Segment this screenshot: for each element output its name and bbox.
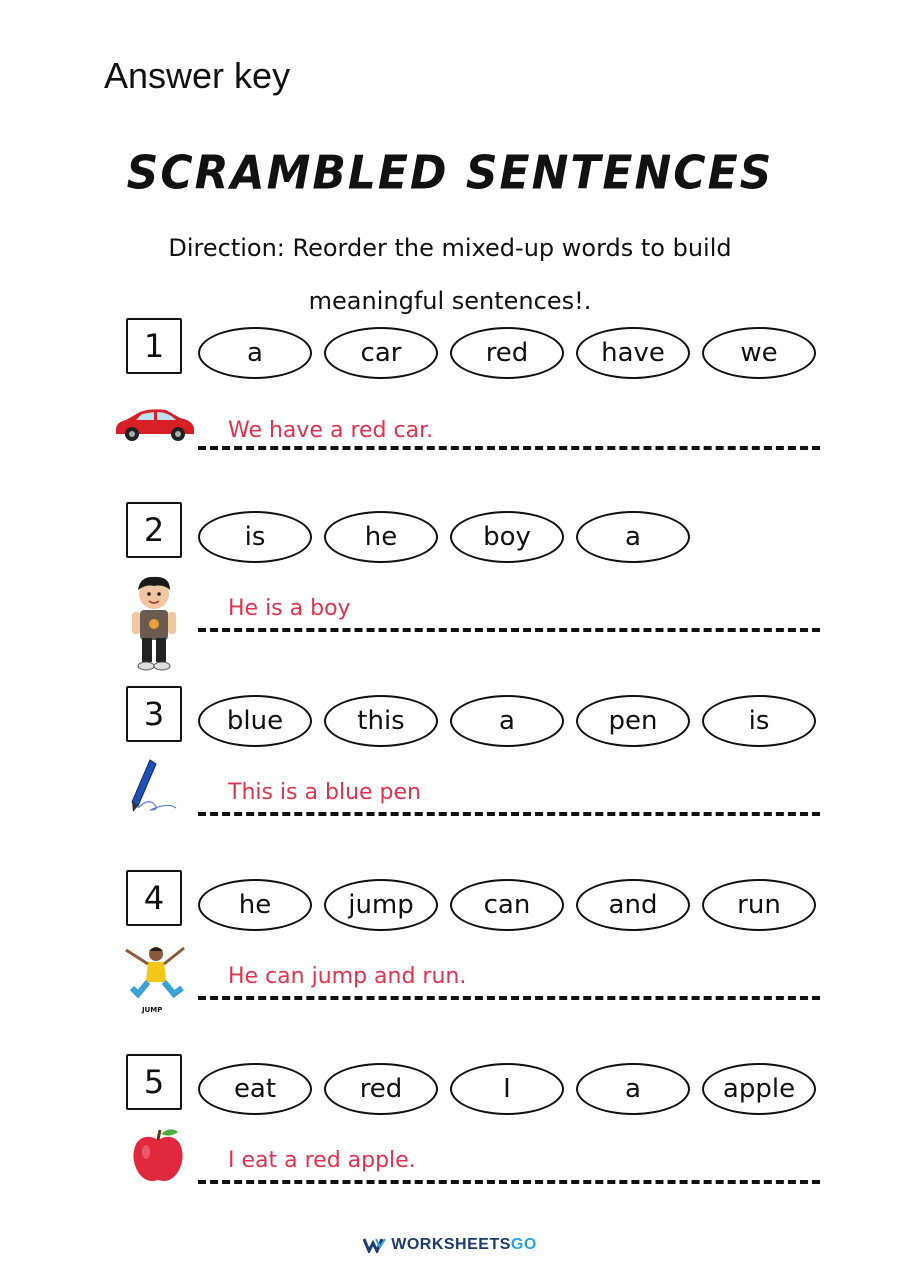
- picture-caption: JUMP: [142, 1006, 163, 1014]
- answer-text: I eat a red apple.: [228, 1148, 416, 1173]
- answer-text: We have a red car.: [228, 418, 434, 443]
- blue-pen-icon: [128, 758, 184, 816]
- answer-text: He is a boy: [228, 596, 351, 621]
- exercise-item-5: [0, 1054, 900, 1214]
- word-oval: a: [450, 695, 564, 747]
- red-car-icon: [110, 404, 198, 444]
- exercise-item-2: [0, 502, 900, 662]
- footer-brand: [0, 1236, 900, 1254]
- word-oval: jump: [324, 879, 438, 931]
- answer-line: [198, 628, 820, 632]
- item-number: 3: [126, 686, 182, 742]
- brand-accent-text: GO: [510, 1236, 537, 1253]
- word-oval: we: [702, 327, 816, 379]
- directions-text: Direction: Reorder the mixed-up words to build meaningful sentences!.: [168, 234, 732, 315]
- word-oval: is: [198, 511, 312, 563]
- answer-line: [198, 446, 820, 450]
- word-oval: a: [198, 327, 312, 379]
- word-oval: have: [576, 327, 690, 379]
- word-oval: run: [702, 879, 816, 931]
- word-oval: I: [450, 1063, 564, 1115]
- word-oval: car: [324, 327, 438, 379]
- answer-text: This is a blue pen: [228, 780, 421, 805]
- answer-text: He can jump and run.: [228, 964, 467, 989]
- answer-line: [198, 812, 820, 816]
- exercise-item-1: [0, 318, 900, 478]
- word-oval: red: [324, 1063, 438, 1115]
- word-oval: apple: [702, 1063, 816, 1115]
- word-oval: can: [450, 879, 564, 931]
- item-number: 4: [126, 870, 182, 926]
- boy-icon: [124, 572, 184, 672]
- word-oval: red: [450, 327, 564, 379]
- exercise-item-3: [0, 686, 900, 846]
- red-apple-icon: [130, 1126, 186, 1186]
- exercise-item-4: [0, 870, 900, 1030]
- answer-line: [198, 996, 820, 1000]
- answer-key-label: Answer key: [104, 55, 291, 96]
- item-number: 1: [126, 318, 182, 374]
- worksheetsgo-logo-icon: [363, 1237, 387, 1253]
- answer-line: [198, 1180, 820, 1184]
- page-title: SCRAMBLED SENTENCES: [126, 146, 774, 201]
- word-oval: and: [576, 879, 690, 931]
- item-number: 5: [126, 1054, 182, 1110]
- word-oval: eat: [198, 1063, 312, 1115]
- word-oval: is: [702, 695, 816, 747]
- word-oval: pen: [576, 695, 690, 747]
- jumping-kid-icon: [120, 942, 190, 1014]
- word-oval: boy: [450, 511, 564, 563]
- word-oval: blue: [198, 695, 312, 747]
- word-oval: a: [576, 511, 690, 563]
- item-number: 2: [126, 502, 182, 558]
- word-oval: a: [576, 1063, 690, 1115]
- word-oval: he: [324, 511, 438, 563]
- brand-main-text: WORKSHEETS: [391, 1236, 511, 1253]
- word-oval: he: [198, 879, 312, 931]
- word-oval: this: [324, 695, 438, 747]
